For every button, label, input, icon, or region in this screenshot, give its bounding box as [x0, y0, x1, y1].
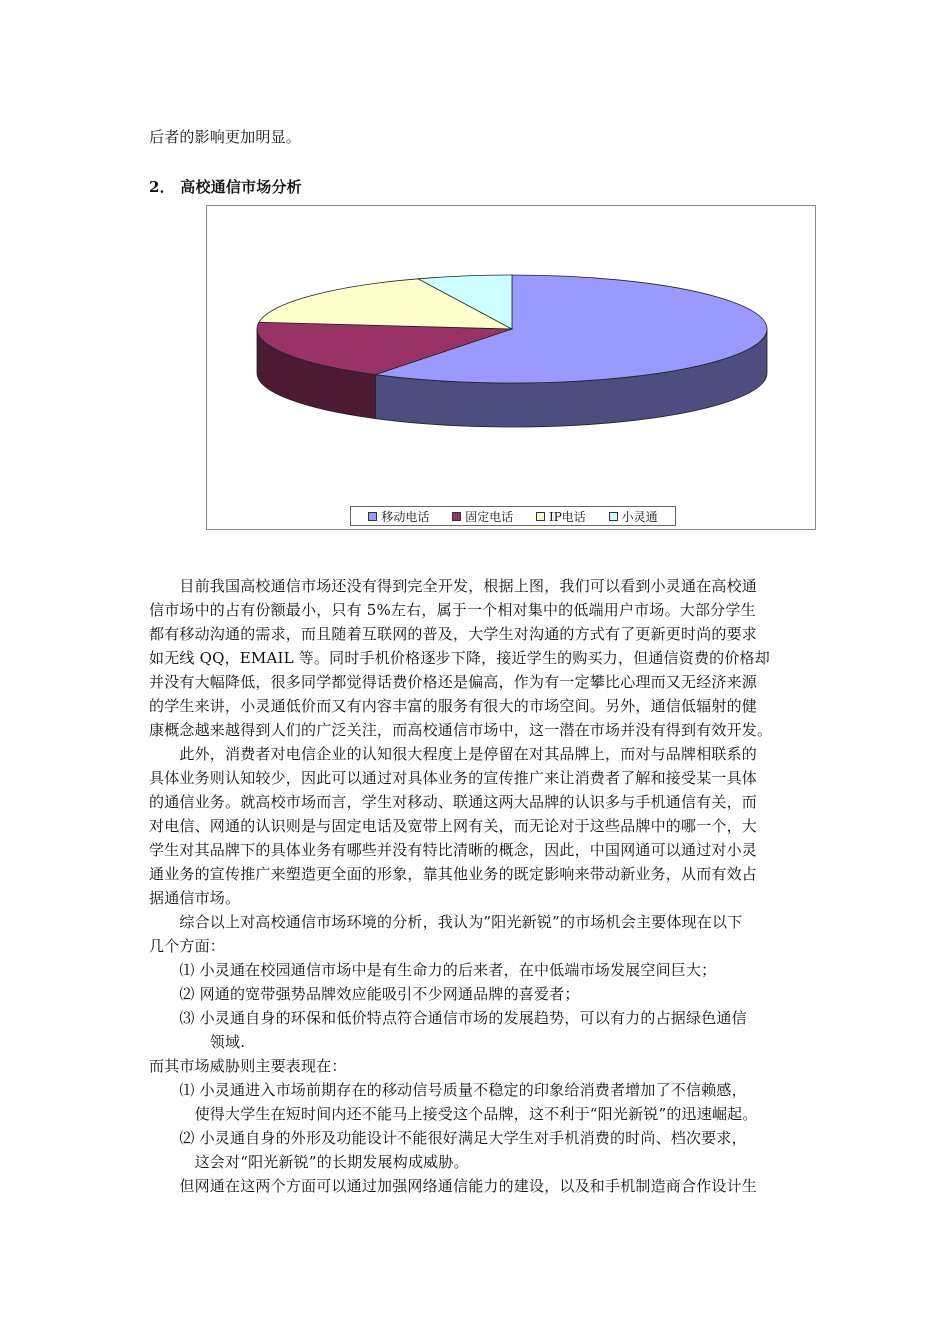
body-line: 对电信、网通的认识则是与固定电话及宽带上网有关，而无论对于这些品牌中的哪一个，大 — [149, 817, 758, 835]
list-item: 使得大学生在短时间内还不能马上接受这个品牌，这不利于“阳光新锐”的迅速崛起。 — [149, 1105, 758, 1123]
body-line: 的通信业务。就高校市场而言，学生对移动、联通这两大品牌的认识多与手机通信有关，而 — [149, 793, 758, 811]
body-line: 目前我国高校通信市场还没有得到完全开发，根据上图，我们可以看到小灵通在高校通 — [149, 577, 758, 595]
legend-label: 固定电话 — [465, 509, 514, 524]
legend-label: 移动电话 — [381, 509, 430, 524]
body-line: 并没有大幅降低，很多同学都觉得话费价格还是偏高，作为有一定攀比心理而又无经济来源 — [149, 673, 758, 691]
legend-swatch-icon — [609, 512, 618, 521]
legend-swatch-icon — [368, 512, 377, 521]
body-line: 都有移动沟通的需求，而且随着互联网的普及，大学生对沟通的方式有了更新更时尚的要求 — [149, 625, 758, 643]
body-line: 综合以上对高校通信市场环境的分析，我认为”阳光新锐”的市场机会主要体现在以下 — [149, 913, 743, 931]
list-item: 领域. — [149, 1033, 246, 1051]
body-line: 具体业务则认知较少，因此可以通过对具体业务的宣传推广来让消费者了解和接受某一具体 — [149, 769, 758, 787]
legend-item — [609, 508, 658, 525]
legend-item — [536, 508, 586, 525]
legend-label: 小灵通 — [621, 509, 658, 524]
list-item: ⑴ 小灵通在校园通信市场中是有生命力的后来者，在中低端市场发展空间巨大； — [149, 961, 717, 979]
body-line: 据通信市场。 — [149, 889, 241, 907]
body-line: 几个方面： — [149, 937, 226, 955]
body-line: 学生对其品牌下的具体业务有哪些并没有特比清晰的概念，因此，中国网通可以通过对小灵 — [149, 841, 758, 859]
legend-item — [452, 508, 513, 525]
legend-label: IP电话 — [548, 509, 586, 524]
body-line: 通业务的宣传推广来塑造更全面的形象，靠其他业务的既定影响来带动新业务，从而有效占 — [149, 865, 758, 883]
list-item: ⑵ 网通的宽带强势品牌效应能吸引不少网通品牌的喜爱者； — [149, 985, 580, 1003]
legend-swatch-icon — [536, 512, 545, 521]
list-item: ⑶ 小灵通自身的环保和低价特点符合通信市场的发展趋势，可以有力的占据绿色通信 — [149, 1009, 747, 1027]
market-share-pie-chart — [206, 205, 816, 530]
pie-chart-svg — [207, 206, 817, 531]
intro-line: 后者的影响更加明显。 — [149, 128, 302, 146]
legend-item — [368, 508, 429, 525]
body-line: 但网通在这两个方面可以通过加强网络通信能力的建设，以及和手机制造商合作设计生 — [149, 1177, 758, 1195]
body-line: 康概念越来越得到人们的广泛关注，而高校通信市场中，这一潜在市场并没有得到有效开发。 — [149, 721, 773, 739]
body-line: 如无线 QQ，EMAIL 等。同时手机价格逐步下降，接近学生的购买力，但通信资费的价格却 — [149, 649, 770, 667]
legend-swatch-icon — [452, 512, 461, 521]
body-line: 而其市场威胁则主要表现在： — [149, 1057, 347, 1075]
list-item: ⑵ 小灵通自身的外形及功能设计不能很好满足大学生对手机消费的时尚、档次要求， — [149, 1129, 747, 1147]
list-item: ⑴ 小灵通进入市场前期存在的移动信号质量不稳定的印象给消费者增加了不信赖感， — [149, 1081, 747, 1099]
body-line: 信市场中的占有份额最小，只有 5%左右，属于一个相对集中的低端用户市场。大部分学生 — [149, 601, 756, 619]
chart-legend — [350, 506, 676, 526]
body-line: 的学生来讲，小灵通低价而又有内容丰富的服务有很大的市场空间。另外，通信低辐射的健 — [149, 697, 758, 715]
list-item: 这会对“阳光新锐”的长期发展构成威胁。 — [149, 1153, 469, 1171]
body-line: 此外，消费者对电信企业的认知很大程度上是停留在对其品牌上，而对与品牌相联系的 — [149, 745, 758, 763]
section-heading: 2． 高校通信市场分析 — [149, 178, 302, 196]
